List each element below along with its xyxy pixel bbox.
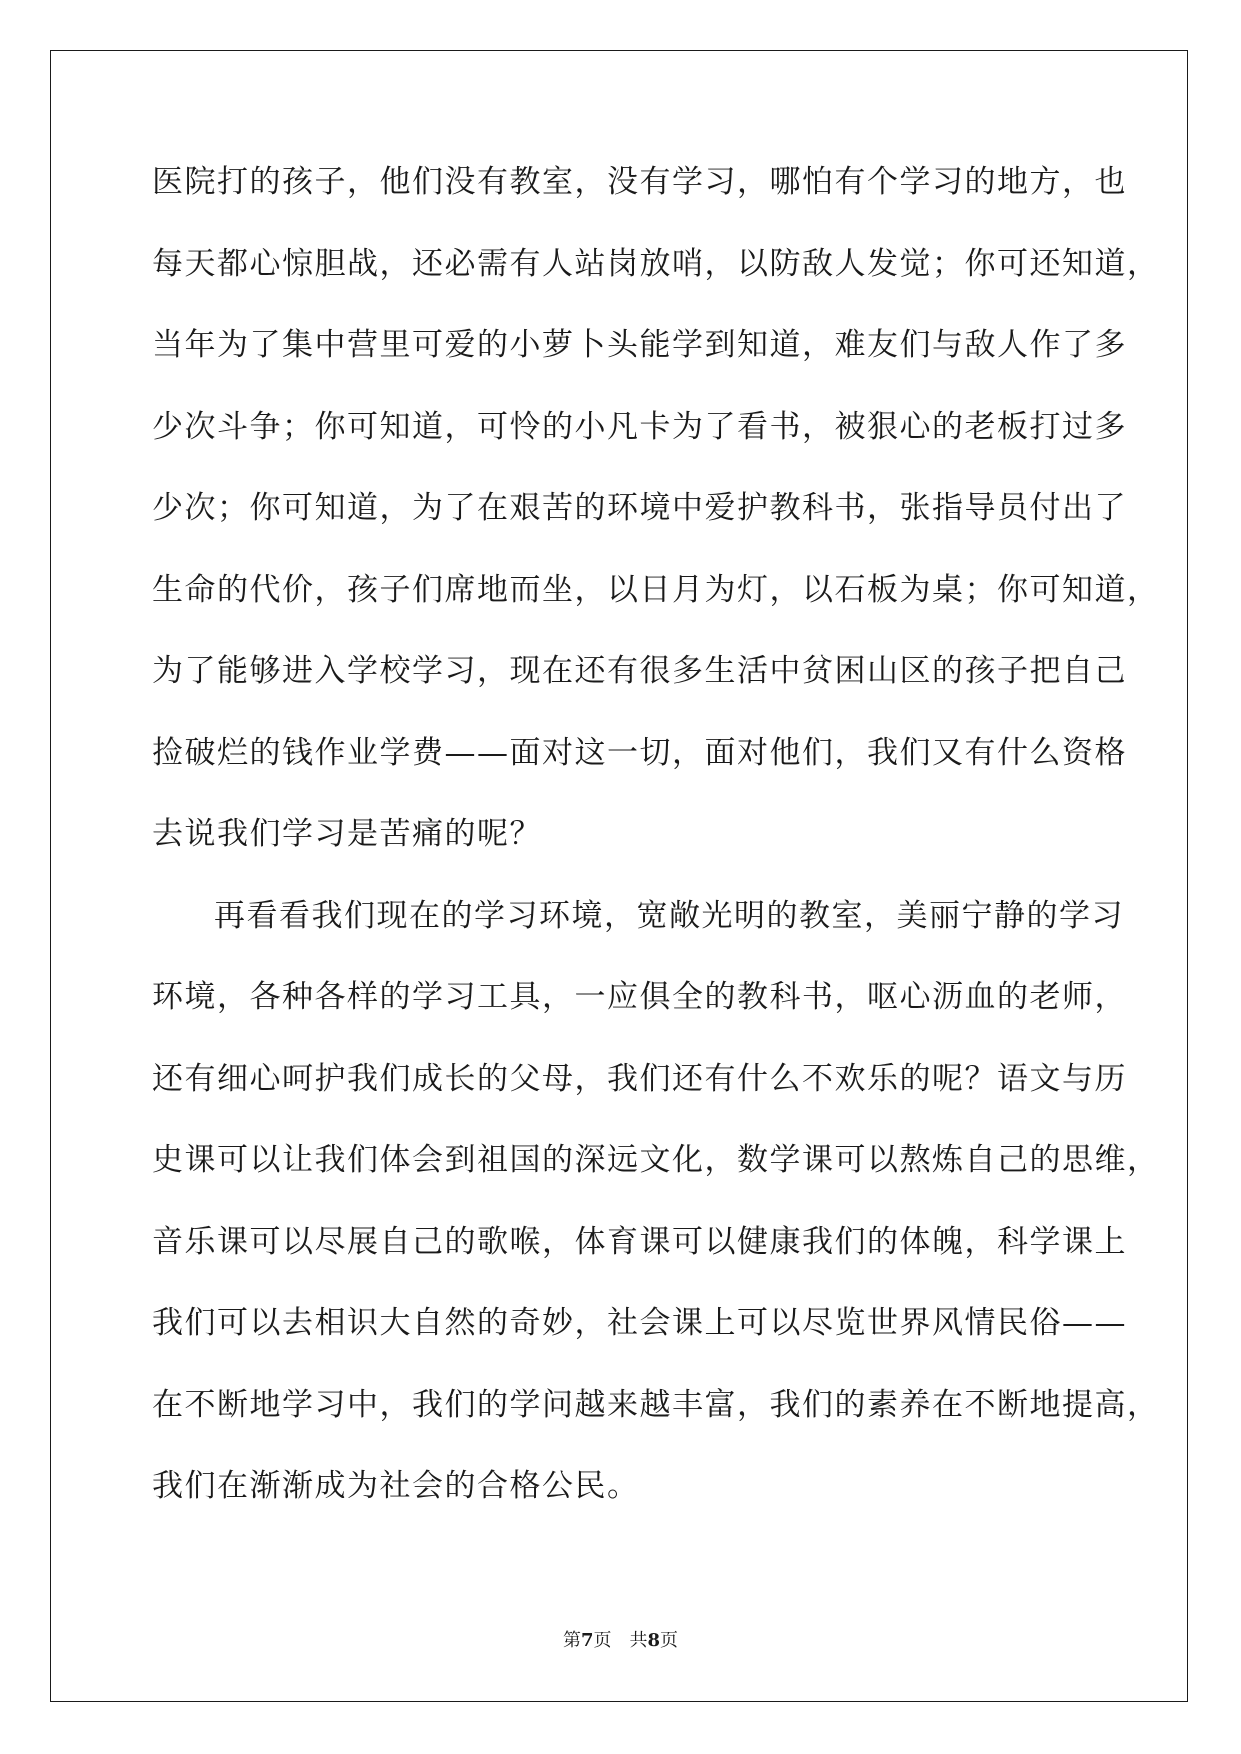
text-line: 我们在渐渐成为社会的合格公民。: [152, 1468, 640, 1504]
paragraph-first-line: 再看看我们现在的学习环境，宽敞光明的教室，美丽宁静的学习: [214, 897, 1124, 934]
document-body: [152, 162, 1160, 1548]
text-line: 我们可以去相识大自然的奇妙，社会课上可以尽览世界风情民俗——: [152, 1305, 1127, 1341]
current-page-number: 7: [580, 1630, 594, 1651]
text-line: 捡破烂的钱作业学费——面对这一切，面对他们，我们又有什么资格: [152, 734, 1127, 771]
page-footer: [0, 1626, 1241, 1652]
text-line: 当年为了集中营里可爱的小萝卜头能学到知道，难友们与敌人作了多: [152, 327, 1127, 363]
text-line: 史课可以让我们体会到祖国的深远文化，数学课可以熬炼自己的思维，: [152, 1142, 1160, 1178]
text-line: 少次；你可知道，为了在艰苦的环境中爱护教科书，张指导员付出了: [152, 490, 1127, 526]
text-line: 每天都心惊胆战，还必需有人站岗放哨，以防敌人发觉；你可还知道，: [152, 245, 1160, 282]
text-line: 生命的代价，孩子们席地而坐，以日月为灯，以石板为桌；你可知道，: [152, 571, 1160, 608]
text-line: 环境，各种各样的学习工具，一应俱全的教科书，呕心沥血的老师，: [152, 979, 1127, 1015]
total-page-number: 8: [647, 1630, 661, 1651]
footer-prefix: 第: [562, 1630, 581, 1651]
footer-suffix: 页: [660, 1630, 679, 1651]
text-line: 还有细心呵护我们成长的父母，我们还有什么不欢乐的呢？语文与历: [152, 1060, 1127, 1097]
footer-mid: 页 共: [593, 1630, 648, 1651]
text-line: 为了能够进入学校学习，现在还有很多生活中贫困山区的孩子把自己: [152, 653, 1127, 689]
text-line: 少次斗争；你可知道，可怜的小凡卡为了看书，被狠心的老板打过多: [152, 408, 1127, 445]
text-line: 音乐课可以尽展自己的歌喉，体育课可以健康我们的体魄，科学课上: [152, 1223, 1127, 1260]
text-line: 在不断地学习中，我们的学问越来越丰富，我们的素养在不断地提高，: [152, 1386, 1160, 1423]
text-line: 去说我们学习是苦痛的呢？: [152, 816, 542, 852]
text-line: 医院打的孩子，他们没有教室，没有学习，哪怕有个学习的地方，也: [152, 164, 1127, 200]
